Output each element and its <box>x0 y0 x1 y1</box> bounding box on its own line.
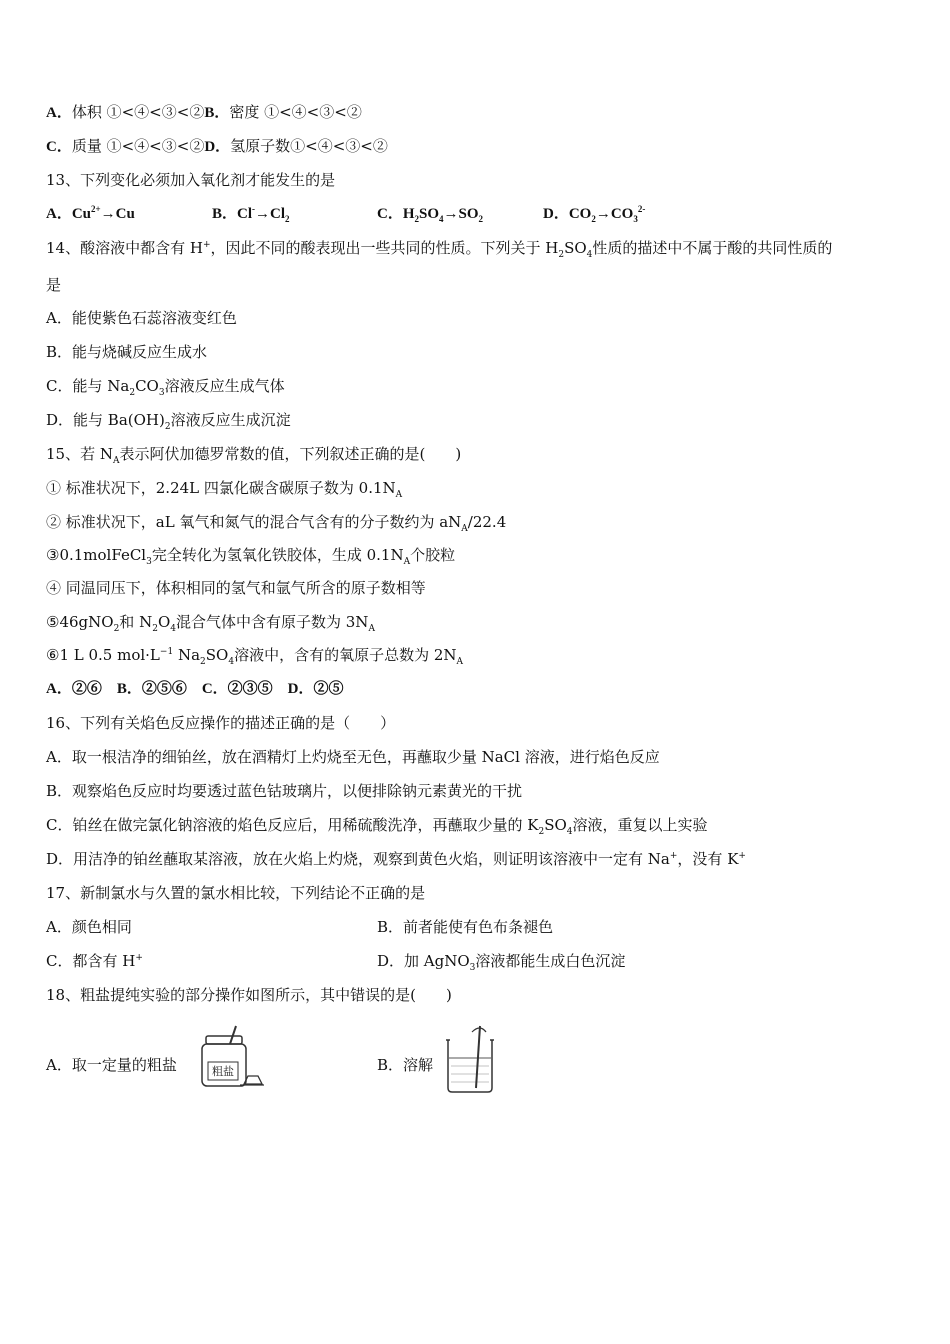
q12-c-text: 质量 ①<④<③<② <box>71 137 205 155</box>
q16-d-part-1: D．用洁净的铂丝蘸取某溶液，放在火焰上灼烧，观察到黄色火焰，则证明该溶液中一定有 Na <box>46 850 670 868</box>
q17-option-a: A．颜色相同 <box>46 918 132 936</box>
q12-options-row-2 <box>46 136 388 157</box>
q12-d-label: D． <box>204 139 231 155</box>
q16-c-part-2: 溶液，重复以上实验 <box>572 816 708 834</box>
q14-stem: 14、酸溶液中都含有 H+，因此不同的酸表现出一些共同的性质。下列关于 $H_2SO_4$性质的描述中不属于酸的共同性质的 <box>46 239 833 260</box>
q12-b-text: 密度 ①<④<③<② <box>229 103 362 121</box>
q15-stem-part-1: 15、若 N <box>46 445 113 463</box>
q12-d-text: 氢原子数①<④<③<② <box>230 137 388 155</box>
q12-options-row-1 <box>46 102 362 123</box>
q16-stem: 16、下列有关焰色反应操作的描述正确的是（ ） <box>46 714 396 732</box>
q14-stem-part-3: 性质的描述中不属于酸的共同性质的 <box>592 239 833 257</box>
q15-s5-part-1: ⑤46gNO <box>46 613 114 631</box>
q14-stem-part-2: ，因此不同的酸表现出一些共同的性质。下列关于 H <box>210 239 559 257</box>
q14-option-c: C．能与 $Na_2CO_3$溶液反应生成气体 <box>46 377 285 398</box>
q18-stem: 18、粗盐提纯实验的部分操作如图所示，其中错误的是( ) <box>46 986 452 1004</box>
q14-c-part-1: C．能与 Na <box>46 377 130 395</box>
q17-d-part-1: D．加 AgNO <box>377 952 470 970</box>
q13-option-b: B．$Cl^-\to Cl_2$ <box>212 204 290 224</box>
bottle-label: 粗盐 <box>212 1065 234 1078</box>
q14-d-part-1: D．能与 Ba(OH) <box>46 411 165 429</box>
q17-option-d: D．加 AgNO$_3$溶液都能生成白色沉淀 <box>377 952 626 973</box>
q13-b-label: B． <box>212 206 238 222</box>
q15-s1-text: ① 标准状况下，2.24L 四氯化碳含碳原子数为 0.1N <box>46 479 396 497</box>
q17-option-b: B．前者能使有色布条褪色 <box>377 918 554 936</box>
q17-c-text: C．都含有 H <box>46 952 136 970</box>
q15-s3-part-3: 个胶粒 <box>410 546 456 564</box>
q14-option-d: D．能与 $Ba(OH)_2$溶液反应生成沉淀 <box>46 411 291 432</box>
q15-s2-text: ② 标准状况下，aL 氧气和氮气的混合气含有的分子数约为 aN <box>46 513 462 531</box>
q15-s2-tail: /22.4 <box>467 513 507 531</box>
q13-a-label: A． <box>46 206 72 222</box>
q12-c-label: C． <box>46 139 72 155</box>
q16-d-part-2: ，没有 K <box>677 850 739 868</box>
q15-options: A．②⑥ B．②⑤⑥ C．②③⑤ D．②⑤ <box>46 681 344 697</box>
q15-statement-1: ① 标准状况下，2.24L 四氯化碳含碳原子数为 $0.1N_A$ <box>46 479 403 500</box>
q15-s5-part-2: 和 N <box>119 613 153 631</box>
q15-s5-part-3: 混合气体中含有原子数为 3N <box>175 613 369 631</box>
spoon-handle <box>230 1026 236 1044</box>
q18-option-b: B．溶解 <box>377 1056 434 1074</box>
q13-option-c: C．$H_2SO_4\to SO_2$ <box>377 206 484 224</box>
q14-c-part-2: 溶液反应生成气体 <box>164 377 285 395</box>
q15-stem: 15、若 $N_A$表示阿伏加德罗常数的值，下列叙述正确的是( ) <box>46 445 462 466</box>
q12-a-label: A． <box>46 105 72 121</box>
q18-option-a: A．取一定量的粗盐 <box>46 1056 177 1074</box>
bottle-neck <box>206 1036 242 1044</box>
q14-option-b: B．能与烧碱反应生成水 <box>46 343 208 361</box>
q17-option-c: C．都含有 H+ <box>46 952 143 970</box>
q13-option-d: D．$CO_2\to CO_3^{2-}$ <box>543 204 646 224</box>
q17-stem: 17、新制氯水与久置的氯水相比较，下列结论不正确的是 <box>46 884 426 902</box>
q14-option-a: A．能使紫色石蕊溶液变红色 <box>46 309 237 327</box>
q15-statement-6: ⑥1 L 0.5 $mol\cdot L^{-1}$ $Na_2SO_4$溶液中，含有的氧原子总数为 $2N_A$ <box>46 646 464 667</box>
q15-s6-part-1: ⑥1 L 0.5 mol·L <box>46 646 160 664</box>
q16-option-d: D．用洁净的铂丝蘸取某溶液，放在火焰上灼烧，观察到黄色火焰，则证明该溶液中一定有 Na+，没有 K+ <box>46 850 746 868</box>
q15-s6-part-2: Na <box>173 646 201 664</box>
q14-stem-cont: 是 <box>46 276 62 294</box>
coarse-salt-bottle-figure <box>196 1022 266 1090</box>
q16-option-b: B．观察焰色反应时均要透过蓝色钴玻璃片，以便排除钠元素黄光的干扰 <box>46 782 523 800</box>
q15-s3-part-2: 完全转化为氢氧化铁胶体，生成 0.1N <box>151 546 404 564</box>
q16-option-a: A．取一根洁净的细铂丝，放在酒精灯上灼烧至无色，再蘸取少量 NaCl 溶液，进行焰色反应 <box>46 748 660 766</box>
q17-d-part-2: 溶液都能生成白色沉淀 <box>475 952 626 970</box>
q15-statement-5: ⑤46gNO$_2$和 $N_2O_4$混合气体中含有原子数为 $3N_A$ <box>46 613 375 634</box>
q15-stem-part-2: 表示阿伏加德罗常数的值，下列叙述正确的是( ) <box>119 445 462 463</box>
q14-d-part-2: 溶液反应生成沉淀 <box>170 411 291 429</box>
q13-option-a: A．$Cu^{2+}\to Cu$ <box>46 204 135 222</box>
q15-statement-4: ④ 同温同压下，体积相同的氢气和氩气所含的原子数相等 <box>46 579 426 597</box>
q13-c-label: C． <box>377 206 403 222</box>
q14-stem-part-1: 14、酸溶液中都含有 H <box>46 239 203 257</box>
q15-statement-3: ③0.1molFeCl$_3$完全转化为氢氧化铁胶体，生成 $0.1N_A$个胶粒 <box>46 546 456 567</box>
q15-statement-2: ② 标准状况下，aL 氧气和氮气的混合气含有的分子数约为 $aN_A/22.4$ <box>46 513 507 534</box>
q15-s3-part-1: ③0.1molFeCl <box>46 546 147 564</box>
q16-c-part-1: C．铂丝在做完氯化钠溶液的焰色反应后，用稀硫酸洗净，再蘸取少量的 K <box>46 816 539 834</box>
dissolving-beaker-figure <box>440 1022 500 1094</box>
q12-b-label: B． <box>204 105 230 121</box>
q12-a-text: 体积 ①<④<③<② <box>71 103 205 121</box>
q13-d-label: D． <box>543 206 569 222</box>
q13-stem: 13、下列变化必须加入氧化剂才能发生的是 <box>46 171 336 189</box>
q15-s6-part-3: 溶液中，含有的氧原子总数为 2N <box>234 646 457 664</box>
stopper <box>244 1076 262 1084</box>
q16-option-c: C．铂丝在做完氯化钠溶液的焰色反应后，用稀硫酸洗净，再蘸取少量的 $K_2SO_4$溶液，重复以上实验 <box>46 816 708 837</box>
stirring-rod <box>476 1026 480 1088</box>
